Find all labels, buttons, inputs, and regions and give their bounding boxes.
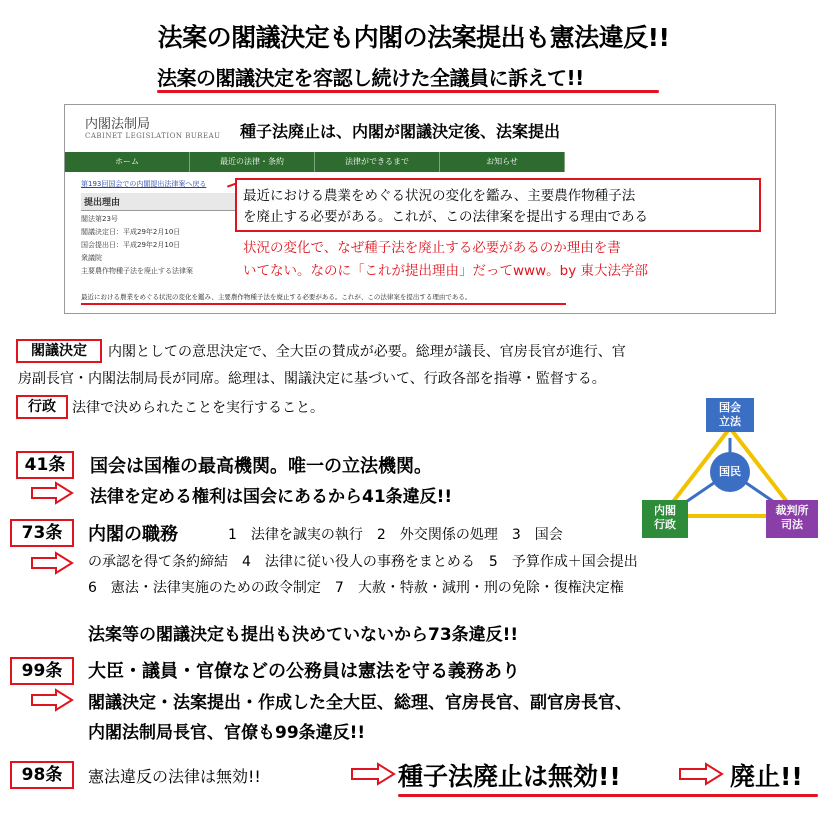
bureau-logo-en: CABINET LEGISLATION BUREAU <box>85 132 221 140</box>
comment-line-2: いてない。なのに「これが提出理由」だってwww。by 東大法学部 <box>243 263 648 279</box>
article-98-label: 98条 <box>10 761 74 789</box>
article-73-title: 内閣の職務 <box>88 524 178 545</box>
comment-line-1: 状況の変化で、なぜ種子法を廃止する必要があるのか理由を書 <box>243 240 621 256</box>
house: 衆議院 <box>81 254 102 262</box>
court-label: 裁判所 司法 <box>775 504 809 531</box>
diet-name: 国会 立法 <box>719 401 741 428</box>
article-41-conclusion: 法律を定める権利は国会にあるから41条違反!! <box>90 487 453 507</box>
reason-line-1: 最近における農業をめぐる状況の変化を鑑み、主要農作物種子法 <box>243 188 636 204</box>
screenshot-bottom-text: 最近における農業をめぐる状況の変化を鑑み、主要農作物種子法を廃止する必要がある。これが、この法律案を提出する理由である。 <box>81 293 472 301</box>
article-99-line-3: 内閣法制局長官、官僚も99条違反!! <box>88 723 366 743</box>
article-73-conclusion: 法案等の閣議決定も提出も決めていないから73条違反!! <box>88 625 519 645</box>
reason-line-2: を廃止する必要がある。これが、この法律案を提出する理由である <box>243 209 648 225</box>
bill-number: 閣法第23号 <box>81 215 118 223</box>
screenshot-left-column <box>81 179 261 276</box>
bottom-underline <box>81 303 566 305</box>
reason-callout <box>235 178 761 232</box>
nav-news[interactable]: お知らせ <box>440 152 565 172</box>
subtitle-underline <box>157 90 659 93</box>
reason-heading: 提出理由 <box>81 193 261 211</box>
nav-home[interactable]: ホーム <box>65 152 190 172</box>
arrow-99 <box>30 688 74 712</box>
nav-how-laws-made[interactable]: 法律ができるまで <box>315 152 440 172</box>
cabinet-label: 内閣 行政 <box>654 504 676 531</box>
arrow-98-a <box>350 762 396 786</box>
screenshot-navbar <box>65 152 565 172</box>
arrow-41 <box>30 481 74 505</box>
embedded-screenshot <box>64 104 776 314</box>
article-73-label: 73条 <box>10 519 74 547</box>
article-99-text: 大臣・議員・官僚などの公務員は憲法を守る義務あり <box>88 661 520 682</box>
gyosei-label: 行政 <box>16 395 68 419</box>
article-73-line-2: の承認を得て条約締結 4 法律に従い役人の事務をまとめる 5 予算作成＋国会提出 <box>88 554 638 570</box>
kakugi-text-1: 内閣としての意思決定で、全大臣の賛成が必要。総理が議長、官房長官が進行、官 <box>108 344 626 360</box>
people-label: 国民 <box>719 465 741 478</box>
article-73-line-1: 1 法律を誠実の執行 2 外交関係の処理 3 国会 <box>228 527 563 543</box>
final-underline <box>398 794 818 797</box>
kakugi-label: 閣議決定 <box>16 339 102 363</box>
kakugi-text-2: 房副長官・内閣法制局長が同席。総理は、閣議決定に基づいて、行政各部を指導・監督する。 <box>18 371 606 387</box>
screenshot-heading: 種子法廃止は、内閣が閣議決定後、法案提出 <box>240 122 561 141</box>
article-98-result: 種子法廃止は無効!! <box>398 762 621 791</box>
gyosei-text: 法律で決められたことを実行すること。 <box>72 400 324 416</box>
arrow-98-b <box>678 762 724 786</box>
page-title: 法案の閣議決定も内閣の法案提出も憲法違反!! <box>157 23 670 52</box>
article-99-label: 99条 <box>10 657 74 685</box>
article-99-line-2: 閣議決定・法案提出・作成した全大臣、総理、官房長官、副官房長官、 <box>88 693 632 713</box>
submission-date: 国会提出日：平成29年2月10日 <box>81 241 181 249</box>
nav-recent-laws[interactable]: 最近の法律・条約 <box>190 152 315 172</box>
three-powers-diagram <box>640 398 820 548</box>
article-98-final: 廃止!! <box>730 762 803 791</box>
subtitle: 法案の閣議決定を容認し続けた全議員に訴えて!! <box>157 66 584 90</box>
bureau-logo: 内閣法制局 <box>85 117 151 132</box>
bill-title: 主要農作物種子法を廃止する法律案 <box>81 267 193 275</box>
arrow-73 <box>30 551 74 575</box>
back-link[interactable]: 第193回国会での内閣提出法律案へ戻る <box>81 180 207 188</box>
article-41-text: 国会は国権の最高機関。唯一の立法機関。 <box>90 456 432 477</box>
article-98-text: 憲法違反の法律は無効!! <box>88 767 261 786</box>
cabinet-decision-date: 閣議決定日：平成29年2月10日 <box>81 228 181 236</box>
article-41-label: 41条 <box>16 451 74 479</box>
article-73-line-3: 6 憲法・法律実施のための政令制定 7 大赦・特赦・減刑・刑の免除・復権決定権 <box>88 580 624 596</box>
diet-label <box>706 401 754 429</box>
